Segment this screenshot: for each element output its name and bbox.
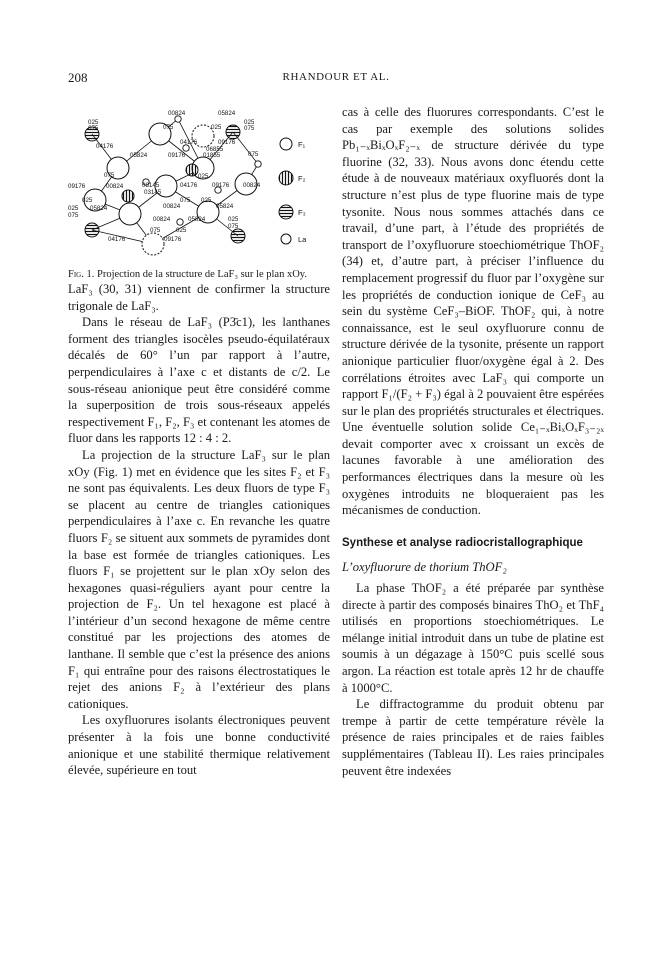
figure-caption <box>68 268 330 281</box>
label-09176: 09176 <box>164 236 182 243</box>
label-025: 025 <box>228 216 239 223</box>
label-04176: 04176 <box>180 139 198 146</box>
label-075: 075 <box>104 172 115 179</box>
label-06855: 06855 <box>206 146 224 153</box>
label-075: 075 <box>163 124 174 131</box>
label-00824: 00824 <box>153 216 171 223</box>
label-05824: 05824 <box>130 152 148 159</box>
label-05824: 05824 <box>218 110 236 117</box>
left-column <box>68 104 330 779</box>
figure-1-drawing <box>68 104 330 268</box>
caption-label: Fig. 1. <box>68 269 95 280</box>
label-025: 025 <box>201 197 212 204</box>
label-075: 075 <box>88 125 99 132</box>
paragraph: Dans le réseau de LaF₃ (P3̄c1), les lanthanes forment des triangles isocèles pseudo-équilatéraux décalés de 60° l’un par rapport à l’autre, perpendiculaires à l’axe c et distants de c/2. Le sous-réseau anionique peut être considéré comme la superposition de trois sous-réseaux appelés respectivement F₁, F₂, F₃ et contenant les atomes de fluor dans les rapports 12 : 4 : 2. <box>68 315 330 446</box>
section-heading: Synthese et analyse radiocristallographique <box>342 536 583 549</box>
label-09176: 09176 <box>212 182 230 189</box>
label-00824: 00824 <box>168 110 186 117</box>
paragraph: La phase ThOF₂ a été préparée par synthèse directe à partir des composés binaires ThO₂ et ThF₄ utilisés en proportions stoechiométriques. Le mélange initial introduit dans un tube de platine est soumis à un dégazage à 150°C puis scellé sous argon. La réaction est totale après 12 hr de chauffe à 1000°C. <box>342 581 604 695</box>
label-04176: 04176 <box>96 143 114 150</box>
label-075: 075 <box>68 212 79 219</box>
label-025: 025 <box>244 119 255 126</box>
legend-f2-label: F₂ <box>298 174 306 183</box>
label-01855: 01855 <box>203 152 221 159</box>
label-075: 075 <box>228 223 239 230</box>
label-05824: 05824 <box>188 216 206 223</box>
label-03145: 03145 <box>144 189 162 196</box>
label-09176: 09176 <box>168 152 186 159</box>
label-025: 025 <box>82 197 93 204</box>
label-00824: 00824 <box>106 183 124 190</box>
label-00824: 00824 <box>243 182 261 189</box>
legend-la-label: La <box>298 235 307 244</box>
paragraph: La projection de la structure LaF₃ sur le plan xOy (Fig. 1) met en évidence que les sites F₂ et F₃ ne sont pas équivalents. Les deux fluors de type F₃ se placent au centre de triangles cationiques perpendiculaires à l’axe c. En revanche les quatre fluors F₂ se situent aux sommets de pyramides dont la base est formée de triangles cationiques. Les fluors F₁ se projettent sur le plan xOy selon des hexagones quasi-réguliers ayant pour centre la projection de F₂. Un tel hexagone est placé à l’intérieur d’un second hexagone de même centre constitué par les projections des atomes de lanthane. Il semble que c’est la présence des anions F₁ qui entraîne pour des raisons électrostatiques le rejet des anions F₂ à l’extérieur des plans cationiques. <box>68 447 330 711</box>
label-05824: 05824 <box>90 205 108 212</box>
legend-f2-symbol <box>279 171 293 185</box>
label-04176: 04176 <box>180 182 198 189</box>
label-075: 075 <box>248 151 259 158</box>
label-00824: 00824 <box>163 203 181 210</box>
page-number: 208 <box>68 70 88 85</box>
legend-f1-symbol <box>280 138 292 150</box>
page-header <box>68 70 604 88</box>
caption-text: Projection de la structure de LaF₃ sur le plan xOy. <box>94 269 307 280</box>
legend-f1-label: F₁ <box>298 140 306 149</box>
label-025: 025 <box>176 227 187 234</box>
paragraph: cas à celle des fluorures correspondants. C’est le cas par exemple des solutions solides Pb₁₋ₓBiₓOₓF₂₋ₓ de structure dérivée du type fluorine (32, 33). Nous avons donc étendu cette étude à de nouveaux matériaux oxyfluorés dont la structure n’est plus de type fluorine mais de type tysonite. Nous nous sommes attachés dans ce travail, d’une part, à l’étude des propriétés de transport de l’oxyfluorure stoechiométrique ThOF₂ (34) et, d’autre part, à préciser l’influence du remplacement progressif du fluor par l’oxygène sur les propriétés de conduction ionique de CeF₃ au sein du système CeF₃–BiOF. ThOF₂ qui, à notre connaissance, est le seul oxyfluorure connu de structure dérivée de la tysonite, présente un rapport anionique particulier fluor/oxygène égal à 2. Des corrélations étroites avec LaF₃ qui comporte un rapport F₁/(F₂ + F₃) égal à 2 pouvaient être espérées sur le plan des propriétés structurales et électriques. Une éventuelle solution solide Ce₁₋ₓBiₓOₓF₃₋₂ₓ devait comporter avec x croissant un excès de lacunes favorable à une amélioration des performances électriques dans la mesure où les oxygènes introduits ne bloqueraient pas les mécanismes de conduction. <box>342 105 604 518</box>
legend-f3-symbol <box>279 205 293 219</box>
label-09176: 09176 <box>68 183 86 190</box>
legend-f3-label: F₃ <box>298 208 306 217</box>
label-075: 075 <box>150 227 161 234</box>
figure-1 <box>68 104 330 268</box>
paragraph: Le diffractogramme du produit obtenu par trempe à partir de cette température révèle la présence de raies principales et de raies faibles supplémentaires (Tableau II). Les raies principales peuvent être indexées <box>342 697 604 778</box>
label-075: 075 <box>244 125 255 132</box>
legend-la-symbol <box>281 234 291 244</box>
label-075: 075 <box>180 197 191 204</box>
label-08145: 08145 <box>142 182 160 189</box>
label-04176: 04176 <box>108 236 126 243</box>
label-025: 025 <box>68 205 79 212</box>
label-025: 025 <box>198 173 209 180</box>
paragraph: Les oxyfluorures isolants électroniques peuvent présenter à la fois une bonne conductivité anionique et une stabilité thermique relativement élevée, supérieure en tout <box>68 713 330 778</box>
label-025: 025 <box>211 124 222 131</box>
figure-legend <box>279 138 307 244</box>
paragraph: LaF₃ (30, 31) viennent de confirmer la structure trigonale de LaF₃. <box>68 282 330 313</box>
subsection-heading: L’oxyfluorure de thorium ThOF₂ <box>342 560 507 575</box>
label-05824: 05824 <box>216 203 234 210</box>
running-head: RHANDOUR ET AL. <box>282 71 390 83</box>
label-025: 025 <box>88 119 99 126</box>
right-column <box>342 104 604 779</box>
label-09176: 09176 <box>218 139 236 146</box>
